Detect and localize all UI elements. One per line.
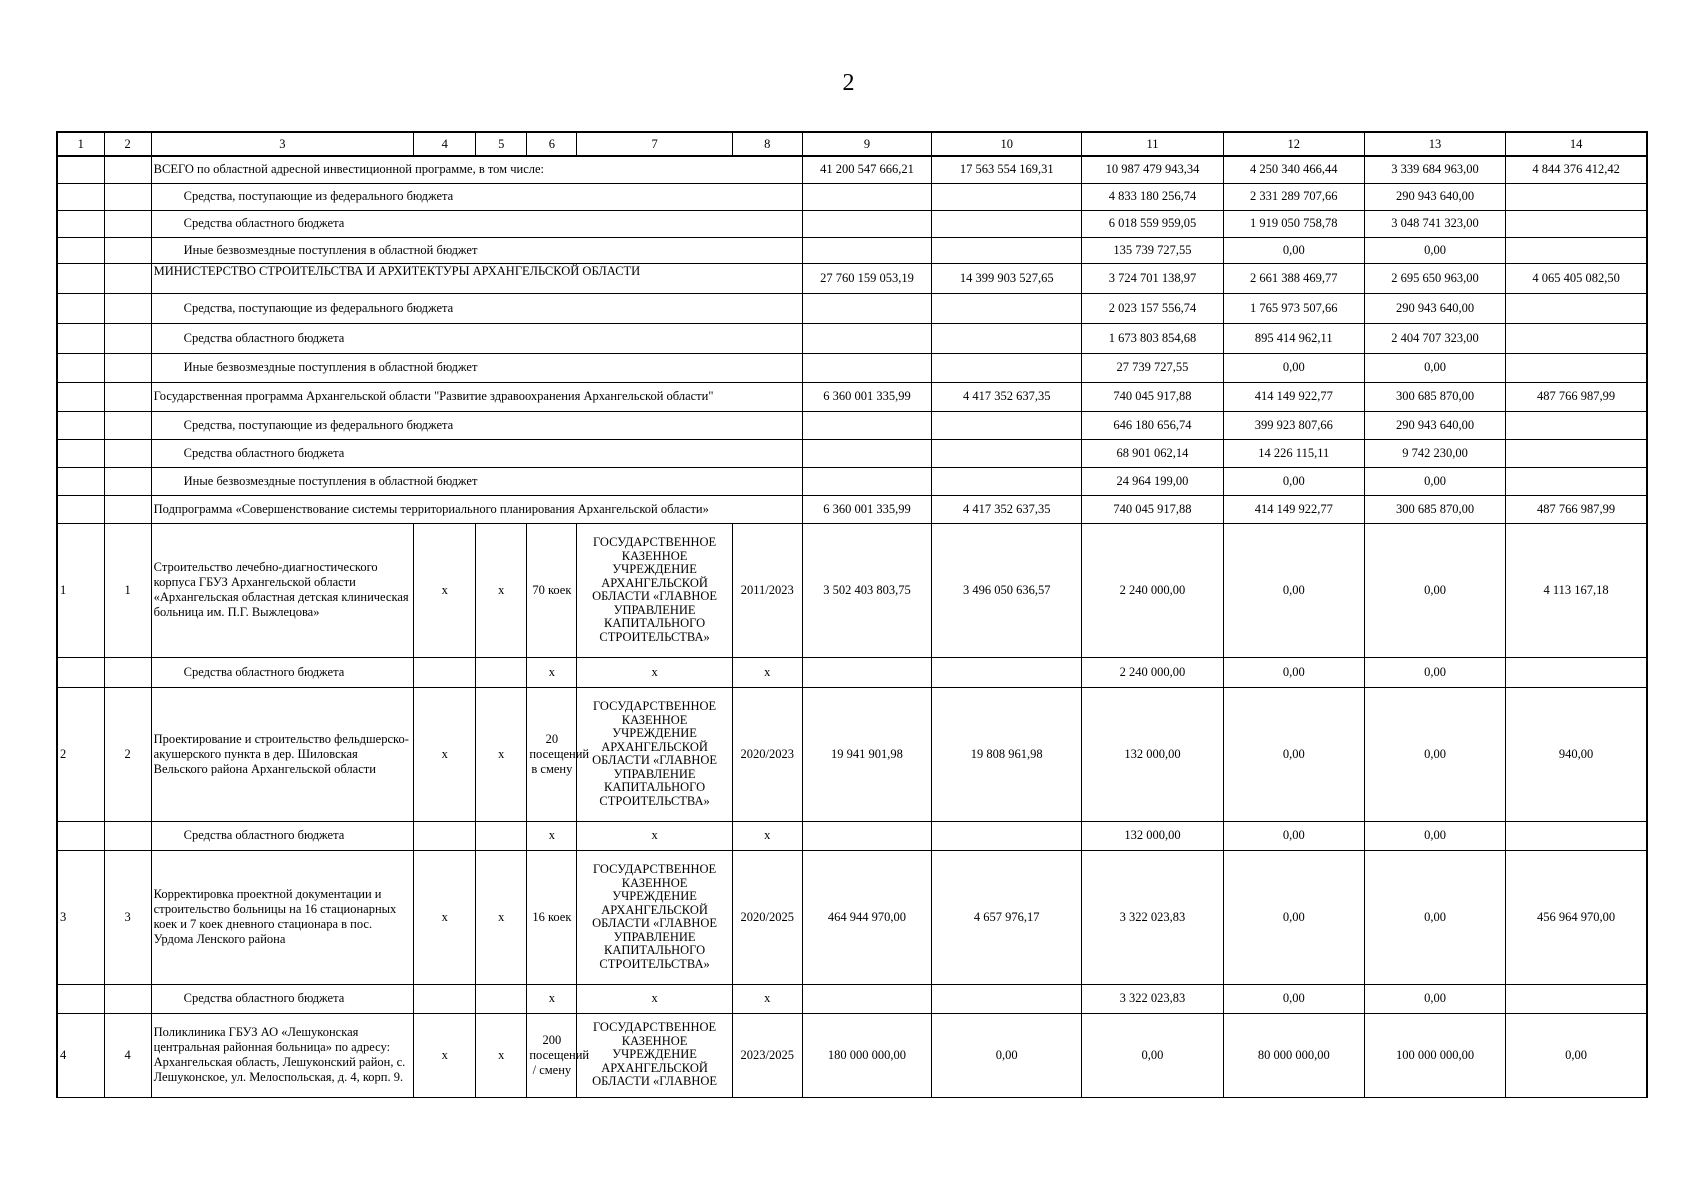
cell-value: 0,00 — [1223, 850, 1364, 984]
period: 2020/2023 — [732, 687, 802, 821]
cell-value: 414 149 922,77 — [1223, 382, 1364, 411]
cell-value: 3 322 023,83 — [1082, 984, 1223, 1013]
cell-value: 0,00 — [1364, 467, 1505, 495]
row-number: 4 — [104, 1013, 151, 1097]
cell-value: 3 496 050 636,57 — [932, 523, 1082, 657]
cell-value: 24 964 199,00 — [1082, 467, 1223, 495]
customer-org: ГОСУДАРСТВЕННОЕ КАЗЕННОЕ УЧРЕЖДЕНИЕ АРХАНГЕЛЬСКОЙ ОБЛАСТИ «ГЛАВНОЕ УПРАВЛЕНИЕ КАПИТАЛЬНОГО СТРОИТЕЛЬСТВА» — [577, 687, 732, 821]
cell-value: 4 065 405 082,50 — [1506, 263, 1647, 293]
cell-value: 2 404 707 323,00 — [1364, 323, 1505, 353]
cell-value: 0,00 — [1223, 237, 1364, 263]
object-funding-row — [57, 821, 1647, 850]
cell-value: 2 661 388 469,77 — [1223, 263, 1364, 293]
header-cell: 2 — [104, 132, 151, 156]
row-number: 2 — [104, 687, 151, 821]
cell-value: х — [476, 523, 527, 657]
cell-value: 4 657 976,17 — [932, 850, 1082, 984]
cell-value: 4 417 352 637,35 — [932, 382, 1082, 411]
cell-value: 1 765 973 507,66 — [1223, 293, 1364, 323]
header-cell: 3 — [151, 132, 413, 156]
row-number: 3 — [104, 850, 151, 984]
cell-value: 41 200 547 666,21 — [802, 156, 931, 183]
cell-value: 1 919 050 758,78 — [1223, 210, 1364, 237]
cell-value: 0,00 — [1364, 821, 1505, 850]
cell-value: 6 018 559 959,05 — [1082, 210, 1223, 237]
funding-source-row — [57, 237, 1647, 263]
capacity: 70 коек — [527, 523, 577, 657]
cell-value: 895 414 962,11 — [1223, 323, 1364, 353]
header-cell: 11 — [1082, 132, 1223, 156]
cell-value: х — [577, 821, 732, 850]
cell-value: 132 000,00 — [1082, 687, 1223, 821]
cell-value: х — [732, 821, 802, 850]
row-number: 3 — [57, 850, 104, 984]
cell-value: 3 339 684 963,00 — [1364, 156, 1505, 183]
row-label: Средства областного бюджета — [151, 323, 802, 353]
cell-value: 6 360 001 335,99 — [802, 495, 931, 523]
header-cell: 8 — [732, 132, 802, 156]
cell-value: 132 000,00 — [1082, 821, 1223, 850]
object-funding-row — [57, 984, 1647, 1013]
cell-value: 0,00 — [1364, 237, 1505, 263]
cell-value: 19 941 901,98 — [802, 687, 931, 821]
header-cell: 9 — [802, 132, 931, 156]
customer-org: ГОСУДАРСТВЕННОЕ КАЗЕННОЕ УЧРЕЖДЕНИЕ АРХАНГЕЛЬСКОЙ ОБЛАСТИ «ГЛАВНОЕ — [577, 1013, 732, 1097]
cell-value: 399 923 807,66 — [1223, 411, 1364, 439]
cell-value: 2 240 000,00 — [1082, 523, 1223, 657]
funding-source-row — [57, 411, 1647, 439]
cell-value: 3 322 023,83 — [1082, 850, 1223, 984]
cell-value: 0,00 — [1223, 353, 1364, 382]
row-label: МИНИСТЕРСТВО СТРОИТЕЛЬСТВА И АРХИТЕКТУРЫ АРХАНГЕЛЬСКОЙ ОБЛАСТИ — [151, 263, 802, 293]
header-cell: 4 — [414, 132, 476, 156]
cell-value: 135 739 727,55 — [1082, 237, 1223, 263]
row-label: Средства, поступающие из федерального бюджета — [151, 183, 802, 210]
row-label: Средства областного бюджета — [151, 439, 802, 467]
cell-value: 456 964 970,00 — [1506, 850, 1647, 984]
header-cell: 12 — [1223, 132, 1364, 156]
cell-value: 1 673 803 854,68 — [1082, 323, 1223, 353]
row-label: Средства, поступающие из федерального бюджета — [151, 411, 802, 439]
program-row — [57, 382, 1647, 411]
cell-value: х — [414, 687, 476, 821]
cell-value: 4 417 352 637,35 — [932, 495, 1082, 523]
capacity: 200 посещений / смену — [527, 1013, 577, 1097]
cell-value: 0,00 — [1223, 984, 1364, 1013]
subprogram-row — [57, 495, 1647, 523]
capacity: 20 посещений в смену — [527, 687, 577, 821]
cell-value: 487 766 987,99 — [1506, 495, 1647, 523]
cell-value: 4 833 180 256,74 — [1082, 183, 1223, 210]
row-label: Средства, поступающие из федерального бюджета — [151, 293, 802, 323]
cell-value: 27 739 727,55 — [1082, 353, 1223, 382]
cell-value: 2 695 650 963,00 — [1364, 263, 1505, 293]
cell-value: 740 045 917,88 — [1082, 495, 1223, 523]
cell-value: 3 048 741 323,00 — [1364, 210, 1505, 237]
cell-value: 100 000 000,00 — [1364, 1013, 1505, 1097]
cell-value: 27 760 159 053,19 — [802, 263, 931, 293]
customer-org: ГОСУДАРСТВЕННОЕ КАЗЕННОЕ УЧРЕЖДЕНИЕ АРХАНГЕЛЬСКОЙ ОБЛАСТИ «ГЛАВНОЕ УПРАВЛЕНИЕ КАПИТАЛЬНОГО СТРОИТЕЛЬСТВА» — [577, 523, 732, 657]
customer-org: ГОСУДАРСТВЕННОЕ КАЗЕННОЕ УЧРЕЖДЕНИЕ АРХАНГЕЛЬСКОЙ ОБЛАСТИ «ГЛАВНОЕ УПРАВЛЕНИЕ КАПИТАЛЬНОГО СТРОИТЕЛЬСТВА» — [577, 850, 732, 984]
header-cell: 1 — [57, 132, 104, 156]
header-cell: 6 — [527, 132, 577, 156]
cell-value: 6 360 001 335,99 — [802, 382, 931, 411]
funding-source-row — [57, 323, 1647, 353]
cell-value: 0,00 — [1364, 850, 1505, 984]
cell-value: 0,00 — [1223, 523, 1364, 657]
cell-value: 0,00 — [1082, 1013, 1223, 1097]
header-cell: 7 — [577, 132, 732, 156]
cell-value: 487 766 987,99 — [1506, 382, 1647, 411]
cell-value: 0,00 — [1364, 687, 1505, 821]
object-row — [57, 850, 1647, 984]
cell-value: 0,00 — [1364, 657, 1505, 687]
cell-value: х — [476, 850, 527, 984]
cell-value: 80 000 000,00 — [1223, 1013, 1364, 1097]
cell-value: 0,00 — [1364, 353, 1505, 382]
object-name: Корректировка проектной документации и строительство больницы на 16 стационарных коек и 7 коек дневного стационара в пос. Урдома Ленского района — [151, 850, 413, 984]
cell-value: 740 045 917,88 — [1082, 382, 1223, 411]
total-row — [57, 156, 1647, 183]
cell-value: х — [414, 850, 476, 984]
row-label: Иные безвозмездные поступления в областной бюджет — [151, 237, 802, 263]
object-name: Проектирование и строительство фельдшерско-акушерского пункта в дер. Шиловская Вельского района Архангельской области — [151, 687, 413, 821]
cell-value: 940,00 — [1506, 687, 1647, 821]
cell-value: х — [732, 657, 802, 687]
investment-program-table — [56, 131, 1648, 1098]
cell-value: 0,00 — [1223, 467, 1364, 495]
object-row — [57, 1013, 1647, 1097]
cell-value: 9 742 230,00 — [1364, 439, 1505, 467]
object-row — [57, 523, 1647, 657]
table-header-row — [57, 132, 1647, 156]
period: 2011/2023 — [732, 523, 802, 657]
header-cell: 5 — [476, 132, 527, 156]
cell-value: 0,00 — [1223, 657, 1364, 687]
header-cell: 13 — [1364, 132, 1505, 156]
header-cell: 14 — [1506, 132, 1647, 156]
cell-value: 0,00 — [1506, 1013, 1647, 1097]
cell-value: 0,00 — [1364, 523, 1505, 657]
cell-value: 464 944 970,00 — [802, 850, 931, 984]
cell-value: х — [476, 1013, 527, 1097]
cell-value: х — [527, 984, 577, 1013]
cell-value: 17 563 554 169,31 — [932, 156, 1082, 183]
row-label: Средства областного бюджета — [151, 821, 413, 850]
cell-value: 290 943 640,00 — [1364, 183, 1505, 210]
capacity: 16 коек — [527, 850, 577, 984]
funding-source-row — [57, 293, 1647, 323]
cell-value: 290 943 640,00 — [1364, 411, 1505, 439]
cell-value: 2 240 000,00 — [1082, 657, 1223, 687]
cell-value: 14 399 903 527,65 — [932, 263, 1082, 293]
row-label: Подпрограмма «Совершенствование системы территориального планирования Архангельской области» — [151, 495, 802, 523]
cell-value: 290 943 640,00 — [1364, 293, 1505, 323]
row-number: 1 — [104, 523, 151, 657]
cell-value: 14 226 115,11 — [1223, 439, 1364, 467]
row-label: Средства областного бюджета — [151, 657, 413, 687]
cell-value: х — [414, 1013, 476, 1097]
cell-value: 3 724 701 138,97 — [1082, 263, 1223, 293]
cell-value: х — [527, 821, 577, 850]
cell-value: 414 149 922,77 — [1223, 495, 1364, 523]
cell-value: х — [476, 687, 527, 821]
row-label: Иные безвозмездные поступления в областной бюджет — [151, 467, 802, 495]
funding-source-row — [57, 467, 1647, 495]
cell-value: 68 901 062,14 — [1082, 439, 1223, 467]
cell-value: х — [577, 657, 732, 687]
row-label: ВСЕГО по областной адресной инвестиционной программе, в том числе: — [151, 156, 802, 183]
cell-value: 180 000 000,00 — [802, 1013, 931, 1097]
row-label: Иные безвозмездные поступления в областной бюджет — [151, 353, 802, 382]
row-number: 4 — [57, 1013, 104, 1097]
cell-value: х — [414, 523, 476, 657]
row-number: 2 — [57, 687, 104, 821]
cell-value: 0,00 — [1223, 687, 1364, 821]
cell-value: 300 685 870,00 — [1364, 495, 1505, 523]
cell-value: 4 844 376 412,42 — [1506, 156, 1647, 183]
cell-value: 2 023 157 556,74 — [1082, 293, 1223, 323]
cell-value: х — [577, 984, 732, 1013]
row-label: Средства областного бюджета — [151, 210, 802, 237]
period: 2020/2025 — [732, 850, 802, 984]
cell-value: 0,00 — [1223, 821, 1364, 850]
cell-value: 2 331 289 707,66 — [1223, 183, 1364, 210]
row-label: Средства областного бюджета — [151, 984, 413, 1013]
funding-source-row — [57, 183, 1647, 210]
row-number: 1 — [57, 523, 104, 657]
cell-value: 0,00 — [932, 1013, 1082, 1097]
header-cell: 10 — [932, 132, 1082, 156]
object-funding-row — [57, 657, 1647, 687]
row-label: Государственная программа Архангельской области "Развитие здравоохранения Архангельской области" — [151, 382, 802, 411]
object-name: Строительство лечебно-диагностического корпуса ГБУЗ Архангельской области «Архангельская областная детская клиническая больница им. П.Г. Выжлецова» — [151, 523, 413, 657]
object-row — [57, 687, 1647, 821]
page-number: 2 — [842, 70, 855, 96]
ministry-row — [57, 263, 1647, 293]
cell-value: 0,00 — [1364, 984, 1505, 1013]
cell-value: 4 113 167,18 — [1506, 523, 1647, 657]
cell-value: 4 250 340 466,44 — [1223, 156, 1364, 183]
cell-value: х — [732, 984, 802, 1013]
cell-value: 300 685 870,00 — [1364, 382, 1505, 411]
cell-value: 646 180 656,74 — [1082, 411, 1223, 439]
funding-source-row — [57, 210, 1647, 237]
period: 2023/2025 — [732, 1013, 802, 1097]
cell-value: х — [527, 657, 577, 687]
cell-value: 19 808 961,98 — [932, 687, 1082, 821]
funding-source-row — [57, 353, 1647, 382]
funding-source-row — [57, 439, 1647, 467]
object-name: Поликлиника ГБУЗ АО «Лешуконская центральная районная больница» по адресу: Архангельская область, Лешуконский район, с. Лешуконское, ул. Мелоспольская, д. 4, корп. 9. — [151, 1013, 413, 1097]
cell-value: 10 987 479 943,34 — [1082, 156, 1223, 183]
cell-value: 3 502 403 803,75 — [802, 523, 931, 657]
